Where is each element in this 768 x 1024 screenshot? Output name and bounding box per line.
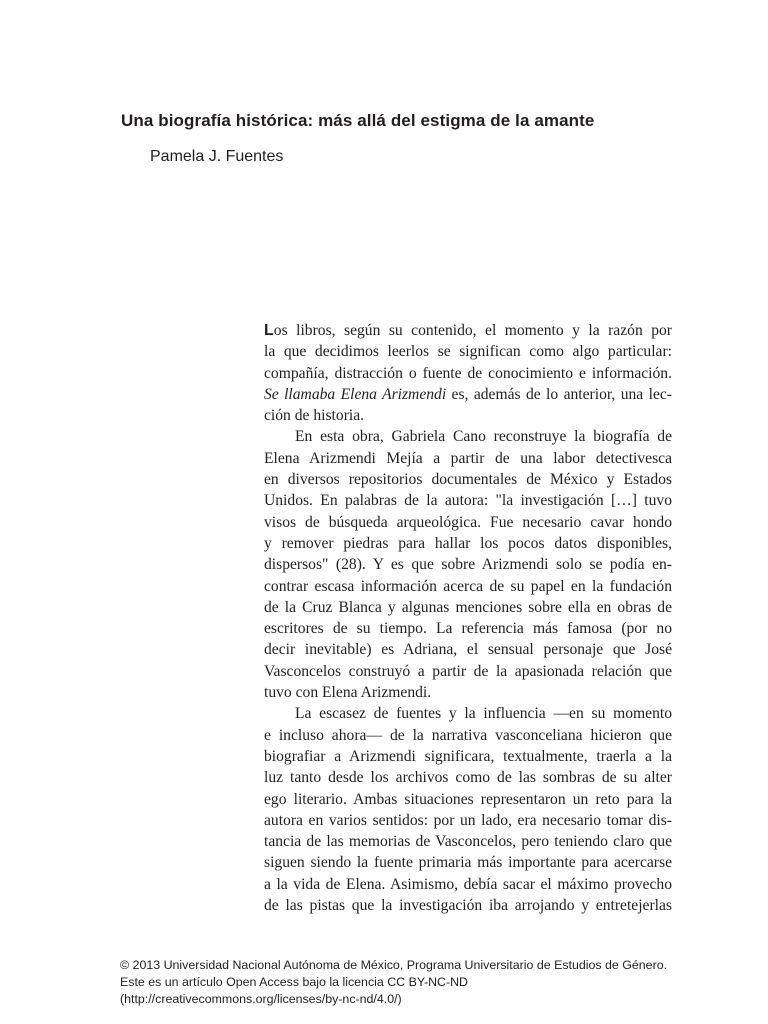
body-line — [264, 384, 672, 405]
article-body — [264, 320, 672, 916]
license-url[interactable]: (http://creativecommons.org/licenses/by-nc-nd/4.0/) — [120, 991, 402, 1006]
body-line: en diversos repositorios documentales de México y Estados — [264, 471, 672, 489]
body-line: tancia de las memorias de Vasconcelos, pero teniendo claro que — [264, 833, 672, 851]
body-line-text: es, además de lo anterior, una lec- — [446, 385, 672, 403]
body-line: En esta obra, Gabriela Cano reconstruye la biografía de — [295, 428, 672, 446]
body-line: siguen siendo la fuente primaria más importante para acercarse — [264, 854, 672, 872]
body-line: visos de búsqueda arqueológica. Fue necesario cavar hondo — [264, 513, 672, 531]
body-line: la que decidimos leerlos se significan como algo particular: — [264, 343, 672, 361]
body-line: dispersos" (28). Y es que sobre Arizmendi solo se podía en- — [264, 556, 672, 574]
body-line: biografiar a Arizmendi significara, textualmente, traerla a la — [264, 747, 672, 765]
body-line: autora en varios sentidos: por un lado, era necesario tomar dis- — [264, 811, 672, 829]
license-line: Este es un artículo Open Access bajo la licencia CC BY-NC-ND — [120, 974, 469, 989]
body-line: e incluso ahora— de la narrativa vasconceliana hicieron que — [264, 726, 672, 744]
body-line: Vasconcelos construyó a partir de la apasionada relación que — [264, 662, 672, 680]
body-line-text: os libros, según su contenido, el momento y la razón por — [273, 322, 672, 339]
body-line: compañía, distracción o fuente de conocimiento e información. — [264, 364, 672, 382]
body-line: ego literario. Ambas situaciones representaron un reto para la — [264, 790, 672, 808]
body-line: La escasez de fuentes y la influencia —en su momento — [295, 705, 672, 723]
body-line: luz tanto desde los archivos como de las sombras de su alter — [264, 769, 672, 787]
body-line: y remover piedras para hallar los pocos datos disponibles, — [264, 534, 672, 552]
drop-cap: L — [264, 322, 274, 339]
body-line: tuvo con Elena Arizmendi. — [264, 684, 432, 702]
body-line — [264, 320, 672, 341]
body-line: Unidos. En palabras de la autora: "la investigación […] tuvo — [264, 492, 672, 510]
article-title: Una biografía histórica: más allá del estigma de la amante — [121, 111, 595, 130]
article-author: Pamela J. Fuentes — [150, 148, 284, 165]
book-title-italic: Se llamaba Elena Arizmendi — [264, 385, 447, 403]
body-line: ción de historia. — [264, 407, 365, 425]
license-footer — [120, 957, 667, 1007]
body-line: de las pistas que la investigación iba arrojando y entretejerlas — [264, 897, 672, 915]
body-line: de la Cruz Blanca y algunas menciones sobre ella en obras de — [264, 598, 672, 616]
body-line: escritores de su tiempo. La referencia más famosa (por no — [264, 620, 672, 638]
copyright-line: © 2013 Universidad Nacional Autónoma de México, Programa Universitario de Estudios de Género. — [120, 958, 668, 972]
body-line: a la vida de Elena. Asimismo, debía sacar el máximo provecho — [264, 875, 672, 893]
body-line: Elena Arizmendi Mejía a partir de una labor detectivesca — [264, 449, 672, 467]
body-line: decir inevitable) es Adriana, el sensual personaje que José — [264, 641, 672, 659]
body-line: contrar escasa información acerca de su papel en la fundación — [264, 577, 672, 595]
